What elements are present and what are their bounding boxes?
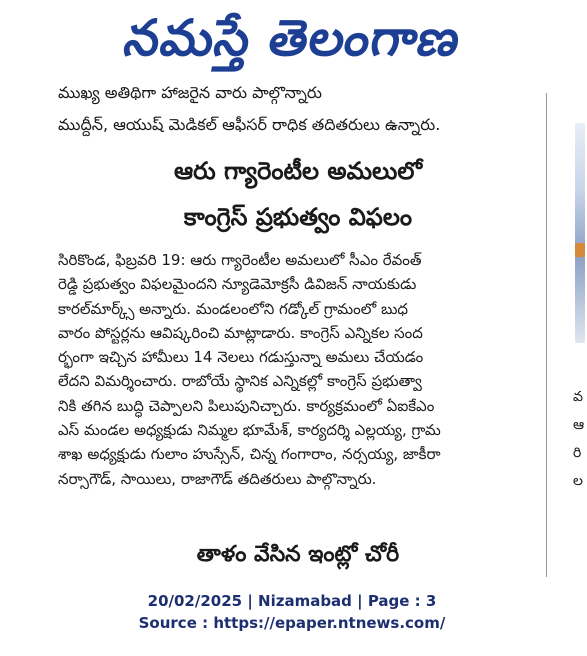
body-line: సిరికొండ, ఫిబ్రవరి 19: ఆరు గ్యారెంటీల అమలులో సీఎం రేవంత్ [58, 251, 422, 269]
body-line: రెడ్డి ప్రభుత్వం విఫలమైందని న్యూడెమోక్రసీ డివిజన్ నాయకుడు [58, 275, 417, 294]
body-line: కారల్‌మార్క్స్ అన్నారు. మండలంలోని గడ్కోల్ గ్రామంలో బుధ [58, 299, 408, 318]
previous-article-last-line: ముద్దీన్, ఆయుష్ మెడికల్ ఆఫీసర్ రాధిక తదితరులు ఉన్నారు. [58, 115, 441, 134]
adjacent-text-fragments [573, 383, 587, 495]
fragment: వ [573, 389, 583, 405]
fragment: ల [573, 473, 583, 489]
headline-line-2: కాంగ్రెస్ ప్రభుత్వం విఫలం [183, 203, 413, 231]
body-line: ర్భంగా ఇచ్చిన హామీలు 14 నెలలు గడుస్తున్నా అమలు చేయడం [58, 348, 424, 367]
article-body [58, 248, 538, 491]
body-line: నర్సాగౌడ్, సాయిలు, రాజాగౌడ్ తదితరులు పాల్గొన్నారు. [58, 469, 377, 488]
headline-line-1: ఆరు గ్యారెంటీల అమలులో [173, 157, 423, 185]
clipped-text: ముఖ్య అతిథిగా హాజరైన వారు పాల్గొన్నారు [58, 83, 322, 102]
fragment: రి [573, 445, 582, 461]
source-link[interactable]: Source : https://epaper.ntnews.com/ [138, 614, 446, 632]
next-article-headline: తాళం వేసిన ఇంట్లో చోరీ [196, 542, 400, 567]
adjacent-photo [575, 123, 585, 343]
edition-info: 20/02/2025 | Nizamabad | Page : 3 [147, 592, 437, 610]
newspaper-masthead [0, 0, 584, 88]
adjacent-column-strip [546, 93, 585, 577]
body-line: శాఖ అధ్యక్షుడు గులాం హుస్సేన్, చిన్న గంగారాం, నర్సయ్య, జాకీరా [58, 445, 441, 464]
body-line: లేదని విమర్శించారు. రాబోయే స్థానిక ఎన్నికల్లో కాంగ్రెస్ ప్రభుత్వా [58, 372, 422, 391]
body-line: వారం పోస్టర్లను ఆవిష్కరించి మాట్లాడారు. కాంగ్రెస్ ఎన్నికల సంద [58, 323, 423, 342]
clipped-text-line [58, 83, 498, 103]
masthead-title: నమస్తే తెలంగాణ [120, 8, 467, 67]
fragment: ఆ [573, 417, 585, 433]
source-footer [0, 590, 584, 634]
adjacent-photo-detail [575, 243, 585, 257]
body-line: ఎస్ మండల అధ్యక్షుడు నిమ్మల భూమేశ్, కార్యదర్శి ఎల్లయ్య, గ్రామ [58, 421, 441, 440]
body-line: నికి తగిన బుద్ధి చెప్పాలని పిలుపునిచ్చారు. కార్యక్రమంలో ఏఐకేఎం [58, 396, 435, 415]
